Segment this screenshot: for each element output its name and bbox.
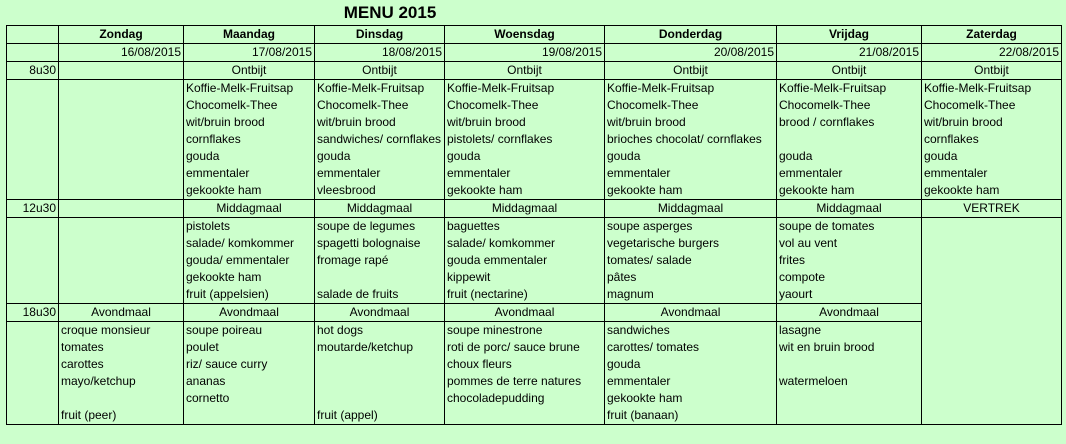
menu-item: soupe poireau bbox=[186, 323, 263, 337]
table-row bbox=[7, 44, 1062, 62]
menu-item: pâtes bbox=[607, 270, 637, 284]
breakfast-block-cell[interactable] bbox=[315, 80, 445, 200]
meal-header-cell[interactable]: Avondmaal bbox=[605, 304, 777, 322]
corner-cell[interactable] bbox=[7, 26, 59, 44]
menu-item: frites bbox=[779, 253, 806, 267]
dinner-block-cell[interactable] bbox=[184, 322, 315, 425]
menu-item: Koffie-Melk-Fruitsap bbox=[924, 81, 1032, 95]
menu-item: Koffie-Melk-Fruitsap bbox=[447, 81, 555, 95]
date-cell[interactable]: 21/08/2015 bbox=[777, 44, 922, 62]
menu-item: soupe de tomates bbox=[779, 219, 875, 233]
menu-item bbox=[61, 390, 181, 407]
menu-item: pommes de terre natures bbox=[447, 374, 582, 388]
departure-cell[interactable]: VERTREK bbox=[922, 200, 1062, 218]
menu-item: tomates bbox=[61, 340, 104, 354]
menu-item: wit/bruin brood bbox=[447, 115, 526, 129]
table-row bbox=[7, 200, 1062, 218]
day-name-cell[interactable]: Vrijdag bbox=[777, 26, 922, 44]
menu-item: salade/ komkommer bbox=[186, 236, 295, 250]
menu-item: Chocomelk-Thee bbox=[447, 98, 539, 112]
menu-item: pistolets/ cornflakes bbox=[447, 132, 553, 146]
menu-item: fruit (peer) bbox=[61, 408, 117, 422]
menu-item: choux fleurs bbox=[447, 357, 512, 371]
menu-item: Koffie-Melk-Fruitsap bbox=[317, 81, 425, 95]
menu-item: yaourt bbox=[779, 287, 813, 301]
menu-item: Chocomelk-Thee bbox=[607, 98, 699, 112]
menu-item: emmentaler bbox=[317, 166, 381, 180]
menu-item: chocoladepudding bbox=[447, 391, 545, 405]
corner-cell[interactable] bbox=[7, 44, 59, 62]
menu-item: magnum bbox=[607, 287, 654, 301]
menu-table bbox=[6, 25, 1062, 425]
day-name-cell[interactable]: Zondag bbox=[59, 26, 184, 44]
dinner-block-cell[interactable] bbox=[605, 322, 777, 425]
menu-item: gouda bbox=[607, 149, 641, 163]
menu-item: wit/bruin brood bbox=[186, 115, 265, 129]
menu-item: Chocomelk-Thee bbox=[779, 98, 871, 112]
menu-item: gouda bbox=[924, 149, 958, 163]
meal-header-cell[interactable]: Avondmaal bbox=[315, 304, 445, 322]
menu-item: wit/bruin brood bbox=[607, 115, 686, 129]
menu-item: salade/ komkommer bbox=[447, 236, 556, 250]
empty-cell[interactable] bbox=[59, 62, 184, 80]
menu-item: carottes bbox=[61, 357, 104, 371]
menu-item: Koffie-Melk-Fruitsap bbox=[186, 81, 294, 95]
day-name-cell[interactable]: Zaterdag bbox=[922, 26, 1062, 44]
menu-item: gouda bbox=[317, 149, 351, 163]
lunch-block-cell[interactable] bbox=[184, 218, 315, 304]
lunch-block-cell[interactable] bbox=[777, 218, 922, 304]
menu-item: emmentaler bbox=[924, 166, 988, 180]
menu-item: vegetarische burgers bbox=[607, 236, 720, 250]
menu-item: fruit (appelsien) bbox=[186, 287, 269, 301]
menu-item: emmentaler bbox=[447, 166, 511, 180]
meal-header-cell[interactable]: Avondmaal bbox=[777, 304, 922, 322]
menu-item: cornflakes bbox=[924, 132, 979, 146]
menu-item bbox=[779, 356, 919, 373]
meal-header-cell[interactable]: Ontbijt bbox=[315, 62, 445, 80]
table-row bbox=[7, 62, 1062, 80]
menu-item bbox=[186, 407, 312, 424]
date-cell[interactable]: 17/08/2015 bbox=[184, 44, 315, 62]
menu-item: gekookte ham bbox=[186, 270, 262, 284]
time-cell[interactable]: 18u30 bbox=[7, 304, 59, 322]
menu-item: spagetti bolognaise bbox=[317, 236, 421, 250]
day-name-cell[interactable]: Woensdag bbox=[445, 26, 605, 44]
day-name-cell[interactable]: Dinsdag bbox=[315, 26, 445, 44]
menu-item: Chocomelk-Thee bbox=[317, 98, 409, 112]
meal-header-cell[interactable]: Ontbijt bbox=[605, 62, 777, 80]
date-cell[interactable]: 16/08/2015 bbox=[59, 44, 184, 62]
menu-item: Koffie-Melk-Fruitsap bbox=[779, 81, 887, 95]
menu-item: soupe minestrone bbox=[447, 323, 543, 337]
menu-item: gekookte ham bbox=[607, 183, 683, 197]
menu-item: brioches chocolat/ cornflakes bbox=[607, 132, 762, 146]
day-name-cell[interactable]: Maandag bbox=[184, 26, 315, 44]
menu-item: wit/bruin brood bbox=[924, 115, 1003, 129]
menu-item bbox=[779, 131, 919, 148]
dinner-block-cell[interactable] bbox=[59, 322, 184, 425]
menu-item: Koffie-Melk-Fruitsap bbox=[607, 81, 715, 95]
menu-item: gekookte ham bbox=[607, 391, 683, 405]
menu-item: carottes/ tomates bbox=[607, 340, 700, 354]
lunch-block-cell[interactable] bbox=[315, 218, 445, 304]
menu-item: gouda bbox=[779, 149, 813, 163]
menu-item: sandwiches/ cornflakes bbox=[317, 132, 442, 146]
menu-item: gouda bbox=[186, 149, 220, 163]
menu-item: gouda bbox=[607, 357, 641, 371]
dinner-block-cell[interactable] bbox=[777, 322, 922, 425]
menu-item: lasagne bbox=[779, 323, 822, 337]
date-cell[interactable]: 18/08/2015 bbox=[315, 44, 445, 62]
menu-item: compote bbox=[779, 270, 826, 284]
menu-item bbox=[447, 407, 602, 424]
breakfast-block-cell[interactable] bbox=[184, 80, 315, 200]
meal-header-cell[interactable]: Ontbijt bbox=[445, 62, 605, 80]
menu-item: sandwiches bbox=[607, 323, 670, 337]
menu-item: gouda emmentaler bbox=[447, 253, 548, 267]
menu-item: gekookte ham bbox=[447, 183, 523, 197]
menu-item: pistolets bbox=[186, 219, 231, 233]
menu-item: gekookte ham bbox=[924, 183, 1000, 197]
meal-header-cell[interactable]: Middagmaal bbox=[184, 200, 315, 218]
menu-title: MENU 2015 bbox=[343, 3, 437, 22]
meal-header-cell[interactable]: Ontbijt bbox=[184, 62, 315, 80]
menu-item: moutarde/ketchup bbox=[317, 340, 414, 354]
menu-item: fruit (nectarine) bbox=[447, 287, 528, 301]
meal-header-cell[interactable]: Avondmaal bbox=[59, 304, 184, 322]
menu-item: cornetto bbox=[186, 391, 230, 405]
menu-item: gekookte ham bbox=[186, 183, 262, 197]
date-cell[interactable]: 19/08/2015 bbox=[445, 44, 605, 62]
menu-item: watermeloen bbox=[779, 374, 848, 388]
time-gap-cell[interactable] bbox=[7, 218, 59, 304]
meal-header-cell[interactable]: Ontbijt bbox=[777, 62, 922, 80]
menu-item bbox=[779, 390, 919, 407]
menu-item: fruit (banaan) bbox=[607, 408, 679, 422]
menu-item: hot dogs bbox=[317, 323, 364, 337]
breakfast-block-cell[interactable] bbox=[777, 80, 922, 200]
meal-header-cell[interactable]: Avondmaal bbox=[445, 304, 605, 322]
table-row bbox=[7, 304, 1062, 322]
menu-item: tomates/ salade bbox=[607, 253, 692, 267]
meal-header-cell[interactable]: Middagmaal bbox=[445, 200, 605, 218]
menu-item: gekookte ham bbox=[779, 183, 855, 197]
menu-item: gouda/ emmentaler bbox=[186, 253, 290, 267]
menu-item: mayo/ketchup bbox=[61, 374, 136, 388]
meal-header-cell[interactable]: Avondmaal bbox=[184, 304, 315, 322]
menu-item: emmentaler bbox=[779, 166, 843, 180]
breakfast-block-cell[interactable] bbox=[922, 80, 1062, 200]
lunch-block-cell[interactable] bbox=[605, 218, 777, 304]
saturday-empty-cell[interactable] bbox=[922, 218, 1062, 425]
menu-item: soupe de legumes bbox=[317, 219, 416, 233]
menu-item: baguettes bbox=[447, 219, 500, 233]
menu-item: wit en bruin brood bbox=[779, 340, 875, 354]
menu-item: Chocomelk-Thee bbox=[924, 98, 1016, 112]
menu-item: brood / cornflakes bbox=[779, 115, 875, 129]
menu-item: kippewit bbox=[447, 270, 491, 284]
menu-item bbox=[317, 356, 442, 373]
meal-header-cell[interactable]: Middagmaal bbox=[315, 200, 445, 218]
breakfast-block-cell[interactable] bbox=[445, 80, 605, 200]
breakfast-block-cell[interactable] bbox=[605, 80, 777, 200]
meal-header-cell[interactable]: Middagmaal bbox=[777, 200, 922, 218]
menu-item: wit/bruin brood bbox=[317, 115, 396, 129]
menu-item: Chocomelk-Thee bbox=[186, 98, 278, 112]
menu-item: vleesbrood bbox=[317, 183, 376, 197]
date-cell[interactable]: 20/08/2015 bbox=[605, 44, 777, 62]
time-cell[interactable]: 8u30 bbox=[7, 62, 59, 80]
empty-block-cell[interactable] bbox=[59, 80, 184, 200]
empty-cell[interactable] bbox=[59, 200, 184, 218]
menu-item: emmentaler bbox=[607, 374, 671, 388]
menu-item bbox=[317, 390, 442, 407]
empty-block-cell[interactable] bbox=[59, 218, 184, 304]
table-row bbox=[7, 26, 1062, 44]
menu-item: soupe asperges bbox=[607, 219, 693, 233]
time-gap-cell[interactable] bbox=[7, 80, 59, 200]
dinner-block-cell[interactable] bbox=[445, 322, 605, 425]
dinner-block-cell[interactable] bbox=[315, 322, 445, 425]
menu-item bbox=[317, 373, 442, 390]
menu-item: emmentaler bbox=[607, 166, 671, 180]
menu-item: vol au vent bbox=[779, 236, 838, 250]
menu-item: gouda bbox=[447, 149, 481, 163]
menu-item: riz/ sauce curry bbox=[186, 357, 268, 371]
meal-header-cell[interactable]: Ontbijt bbox=[922, 62, 1062, 80]
menu-item: emmentaler bbox=[186, 166, 250, 180]
menu-item: salade de fruits bbox=[317, 287, 399, 301]
menu-item: poulet bbox=[186, 340, 219, 354]
menu-item: fruit (appel) bbox=[317, 408, 378, 422]
menu-item: fromage rapé bbox=[317, 253, 389, 267]
menu-item: cornflakes bbox=[186, 132, 241, 146]
meal-header-cell[interactable]: Middagmaal bbox=[605, 200, 777, 218]
menu-item: ananas bbox=[186, 374, 226, 388]
lunch-block-cell[interactable] bbox=[445, 218, 605, 304]
day-name-cell[interactable]: Donderdag bbox=[605, 26, 777, 44]
time-cell[interactable]: 12u30 bbox=[7, 200, 59, 218]
menu-item: roti de porc/ sauce brune bbox=[447, 340, 580, 354]
time-gap-cell[interactable] bbox=[7, 322, 59, 425]
menu-item bbox=[779, 407, 919, 424]
menu-item bbox=[317, 269, 442, 286]
date-cell[interactable]: 22/08/2015 bbox=[922, 44, 1062, 62]
menu-item: croque monsieur bbox=[61, 323, 151, 337]
